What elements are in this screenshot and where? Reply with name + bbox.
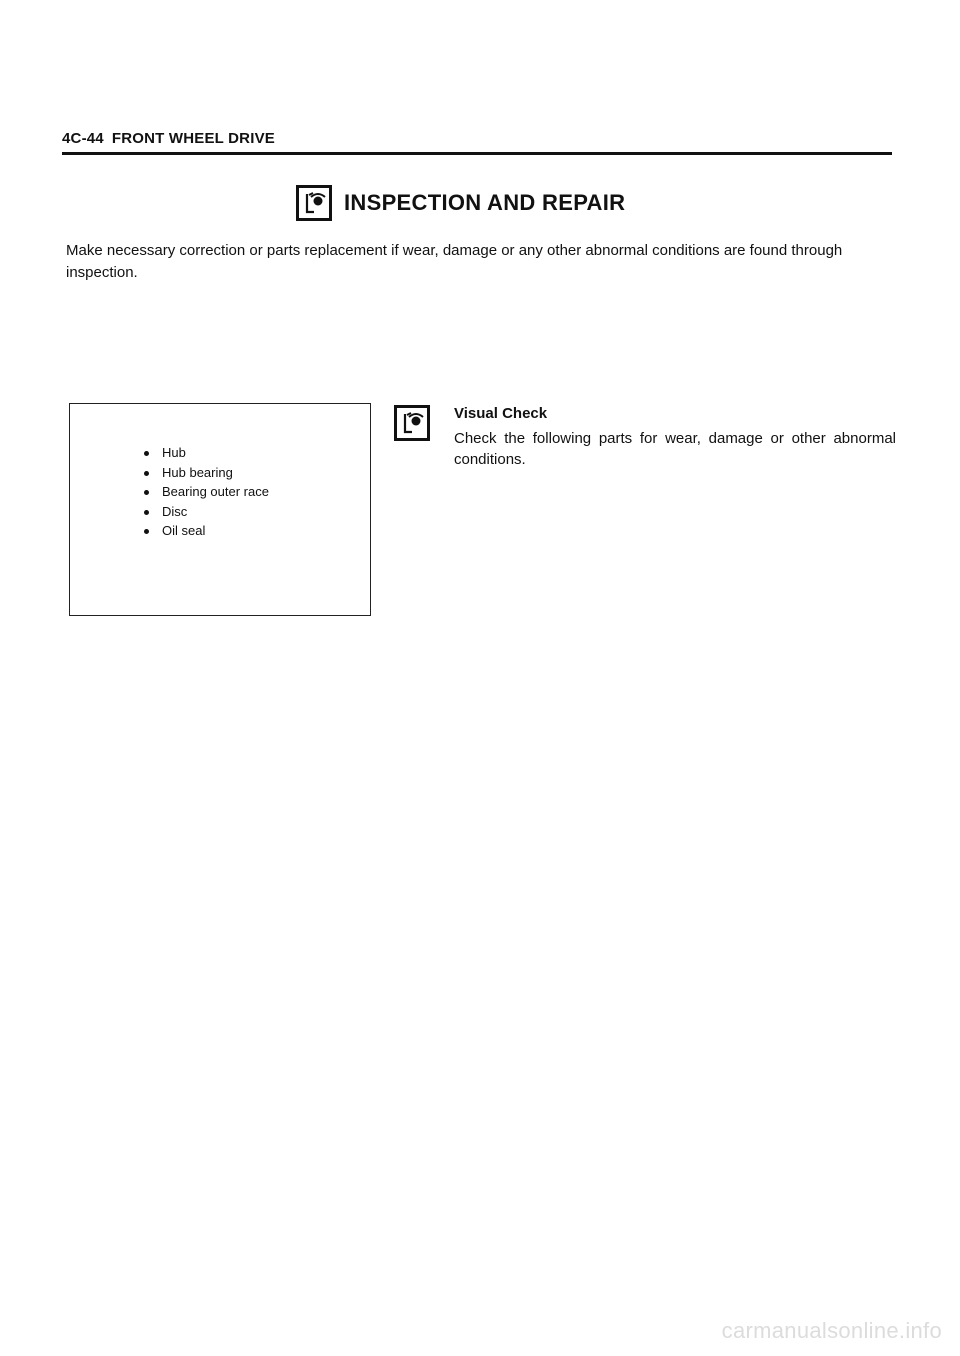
visual-check-body: Check the following parts for wear, damage or other abnormal conditions. xyxy=(454,430,896,468)
bullet-icon xyxy=(144,451,149,456)
inspection-icon xyxy=(394,405,430,441)
list-item: Disc xyxy=(144,502,269,522)
watermark: carmanualsonline.info xyxy=(721,1318,942,1343)
list-item: Hub xyxy=(144,443,269,463)
page-number: 4C-44 xyxy=(62,130,104,147)
page-header xyxy=(62,130,275,147)
bullet-icon xyxy=(144,510,149,515)
parts-list xyxy=(144,443,269,541)
bullet-icon xyxy=(144,471,149,476)
inspection-icon xyxy=(296,185,332,221)
visual-check-title: Visual Check xyxy=(454,405,548,422)
intro-paragraph: Make necessary correction or parts replacement if wear, damage or any other abnormal conditions are found through inspection. xyxy=(66,242,843,281)
header-section-title: FRONT WHEEL DRIVE xyxy=(111,130,275,147)
parts-figure-box xyxy=(69,403,371,616)
list-item: Bearing outer race xyxy=(144,482,269,502)
section-title: INSPECTION AND REPAIR xyxy=(344,190,626,215)
list-item: Oil seal xyxy=(144,521,269,541)
bullet-icon xyxy=(144,529,149,534)
list-item: Hub bearing xyxy=(144,463,269,483)
header-rule xyxy=(62,152,892,155)
bullet-icon xyxy=(144,490,149,495)
